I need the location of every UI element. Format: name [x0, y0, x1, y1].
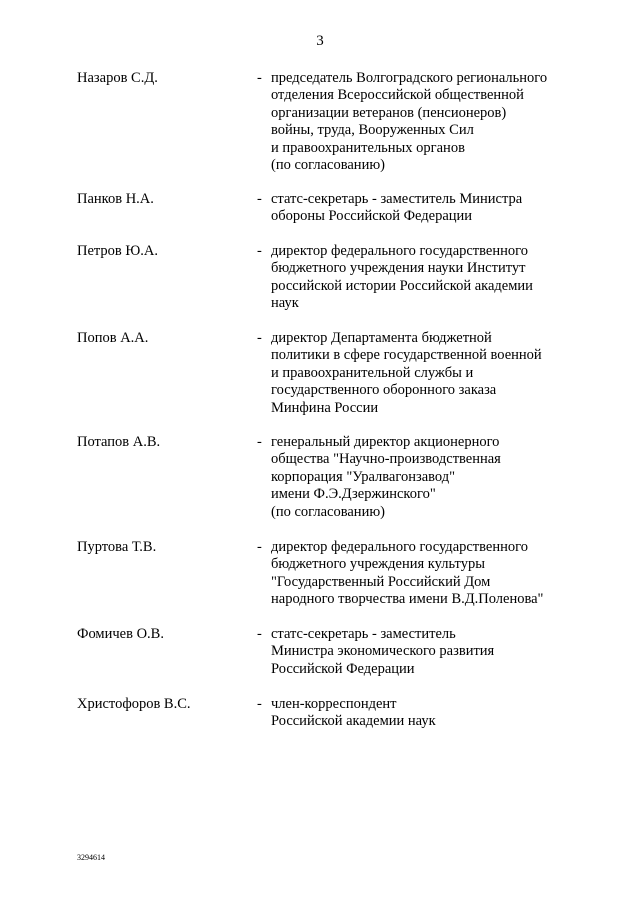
role-line: корпорация "Уралвагонзавод"	[271, 468, 456, 485]
role-line: директор федерального государственного	[271, 539, 528, 555]
member-name: Пуртова Т.В.	[77, 539, 157, 555]
entry-dash: -	[257, 539, 262, 555]
role-line: войны, труда, Вооруженных Сил	[271, 122, 474, 139]
member-name: Христофоров В.С.	[77, 696, 191, 712]
role-line: организации ветеранов (пенсионеров)	[271, 104, 507, 121]
member-name: Фомичев О.В.	[77, 626, 164, 642]
role-line: бюджетного учреждения науки Институт	[271, 260, 526, 277]
role-line: директор федерального государственного	[271, 243, 528, 259]
entry-dash: -	[257, 626, 262, 642]
role-line: наук	[271, 295, 299, 312]
role-line: и правоохранительных органов	[271, 139, 465, 156]
member-name: Назаров С.Д.	[77, 70, 158, 86]
role-line: отделения Всероссийской общественной	[271, 87, 524, 104]
role-line: член-корреспондент	[271, 696, 397, 712]
role-line: государственного оборонного заказа	[271, 382, 497, 399]
member-role	[271, 243, 591, 313]
role-line: Минфина России	[271, 399, 379, 416]
role-line: Министра экономического развития	[271, 643, 495, 660]
entry-dash: -	[257, 70, 262, 86]
role-line: директор Департамента бюджетной	[271, 330, 492, 346]
document-code: 3294614	[77, 853, 105, 862]
role-line: Российской академии наук	[271, 713, 436, 730]
member-name: Потапов А.В.	[77, 434, 161, 450]
role-line: обороны Российской Федерации	[271, 208, 473, 225]
role-line: политики в сфере государственной военной	[271, 347, 542, 364]
role-line: статс-секретарь - заместитель Министра	[271, 191, 523, 207]
role-line: председатель Волгоградского регионального	[271, 70, 548, 86]
member-name: Попов А.А.	[77, 330, 149, 346]
member-role	[271, 70, 591, 174]
member-name: Панков Н.А.	[77, 191, 154, 207]
role-line: общества "Научно-производственная	[271, 451, 501, 468]
member-role	[271, 539, 591, 609]
role-line: (по согласованию)	[271, 157, 385, 174]
role-line: бюджетного учреждения культуры	[271, 556, 485, 573]
entry-dash: -	[257, 330, 262, 346]
page-number: 3	[316, 33, 324, 49]
member-role	[271, 626, 591, 678]
role-line: народного творчества имени В.Д.Поленова"	[271, 591, 544, 608]
member-name: Петров Ю.А.	[77, 243, 159, 259]
member-role	[271, 696, 591, 731]
entry-dash: -	[257, 191, 262, 207]
role-line: российской истории Российской академии	[271, 277, 533, 294]
entry-dash: -	[257, 696, 262, 712]
member-role	[271, 434, 591, 521]
role-line: Российской Федерации	[271, 660, 415, 677]
entry-dash: -	[257, 243, 262, 259]
member-role	[271, 330, 591, 417]
role-line: и правоохранительной службы и	[271, 364, 474, 381]
entry-dash: -	[257, 434, 262, 450]
role-line: генеральный директор акционерного	[271, 434, 500, 450]
role-line: статс-секретарь - заместитель	[271, 626, 456, 642]
role-line: "Государственный Российский Дом	[271, 573, 491, 590]
member-role	[271, 191, 591, 226]
role-line: имени Ф.Э.Дзержинского"	[271, 486, 436, 503]
role-line: (по согласованию)	[271, 503, 385, 520]
